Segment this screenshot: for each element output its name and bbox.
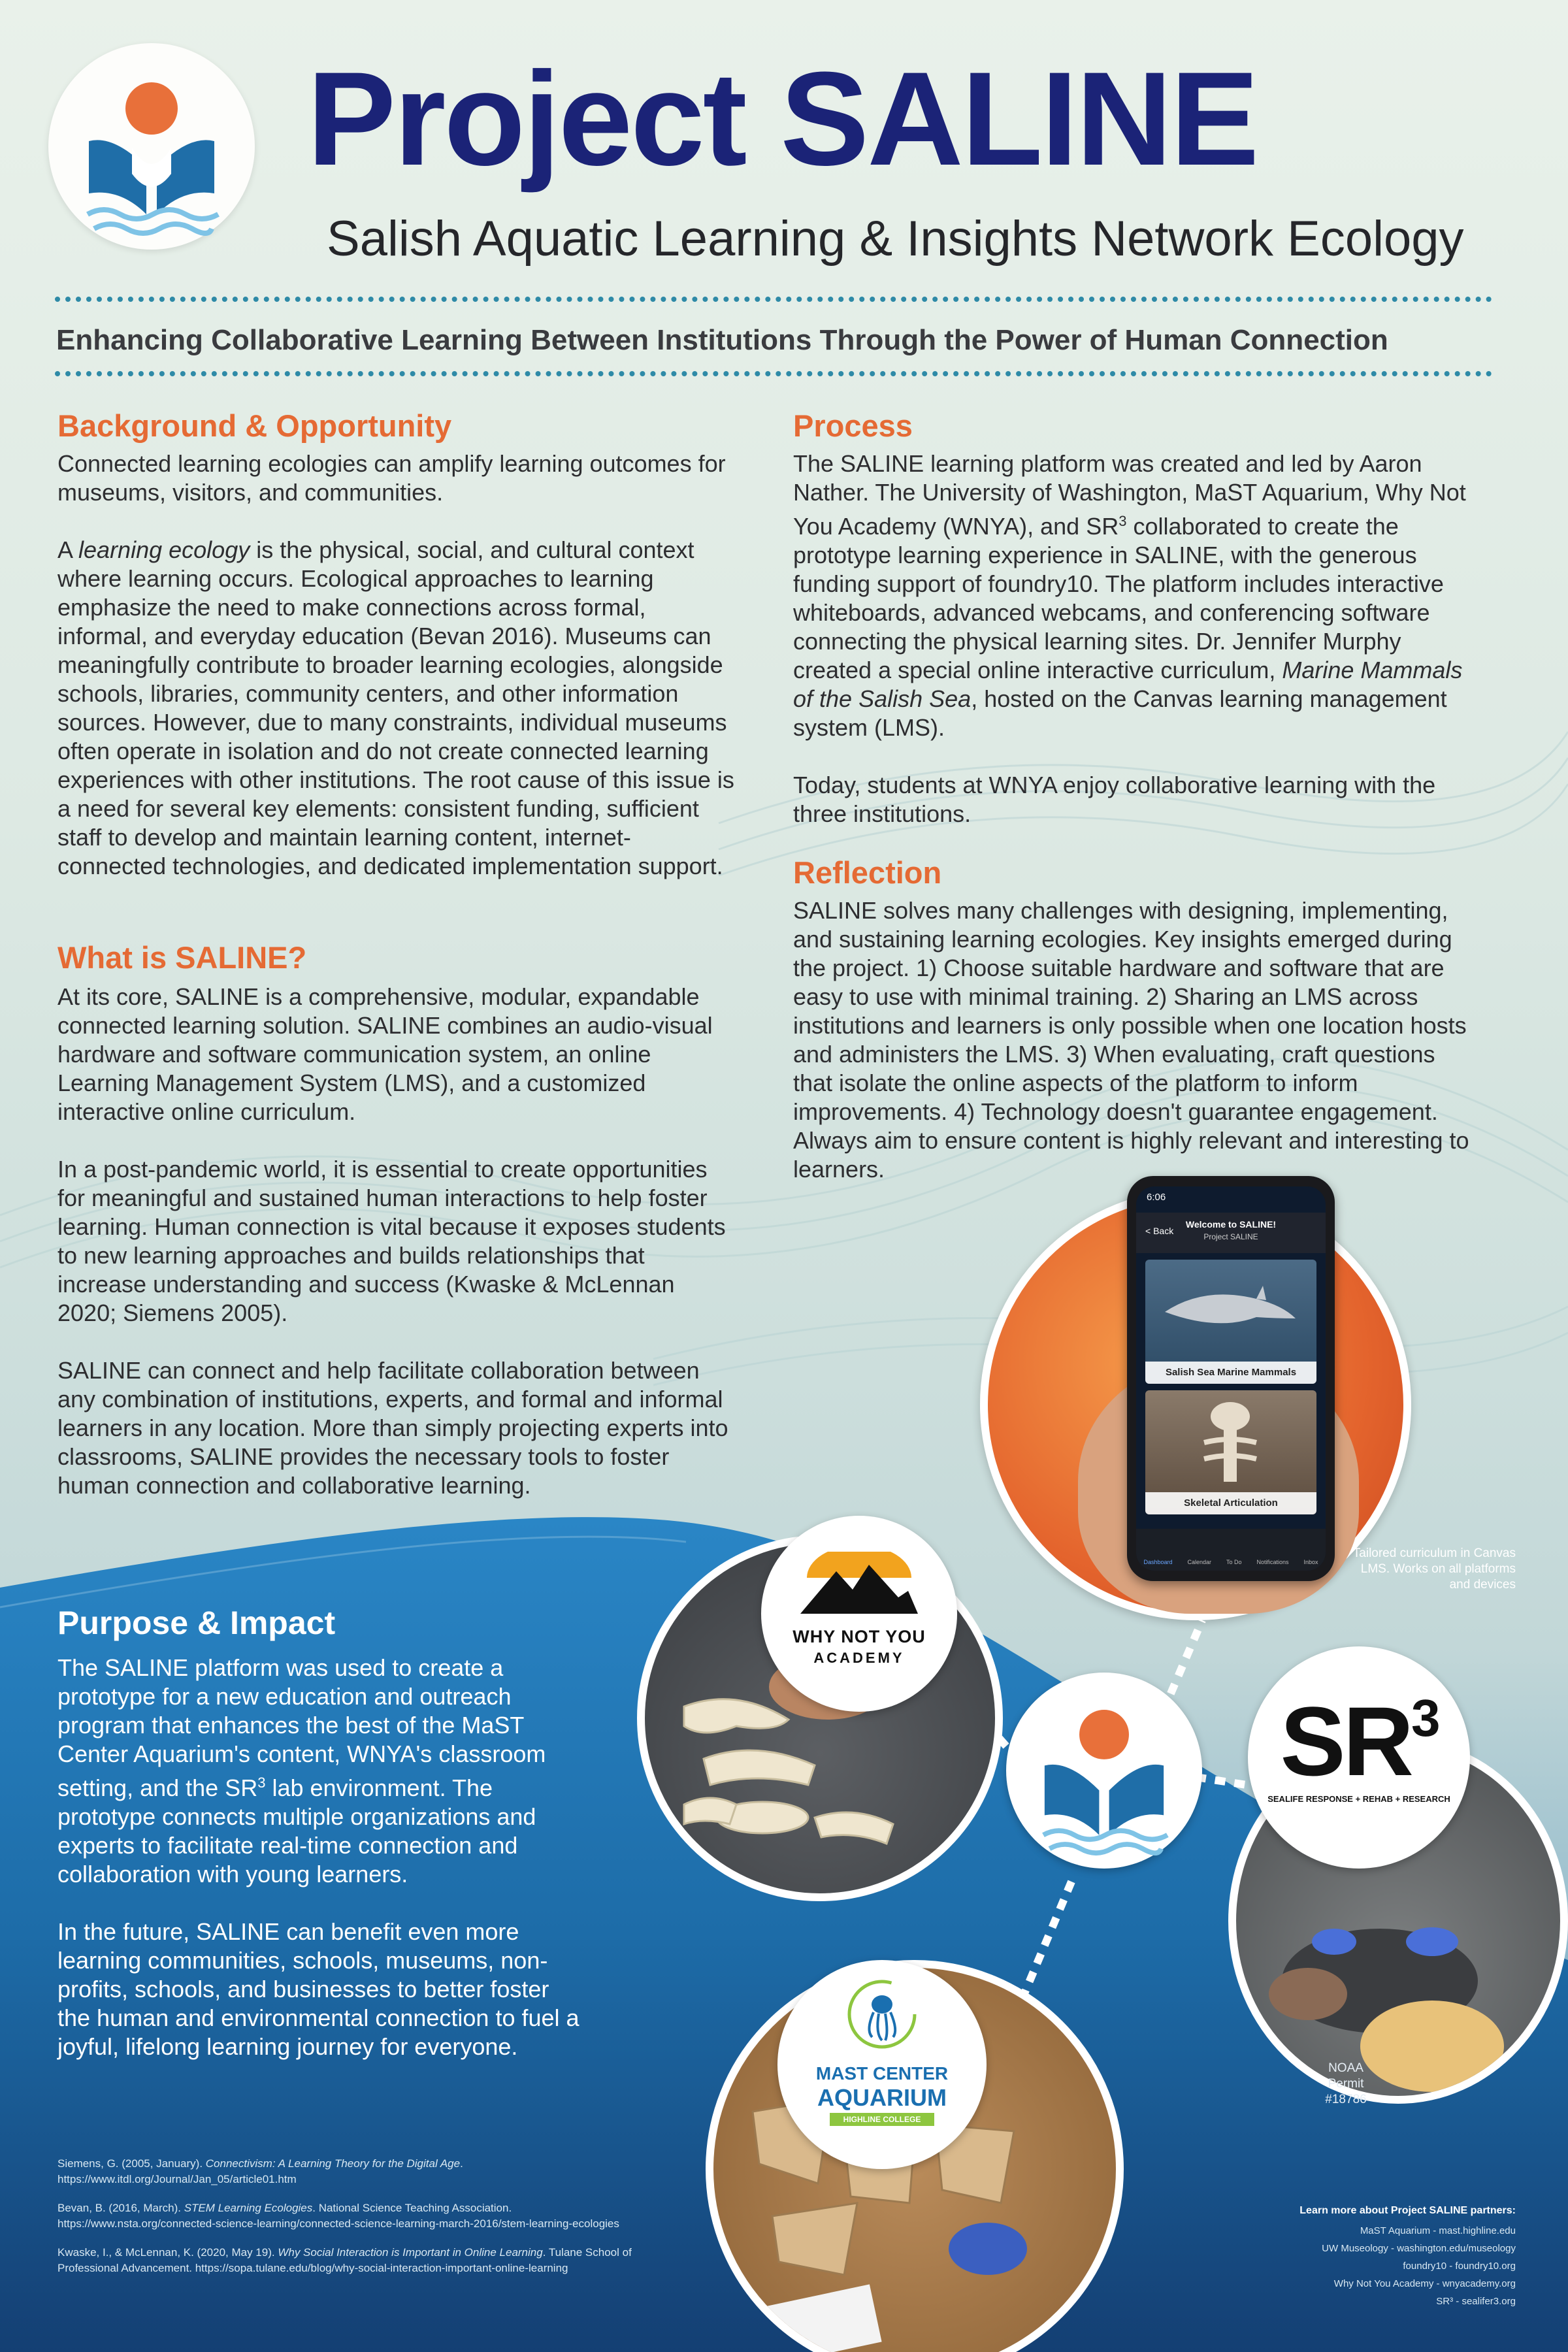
phone-caption: Tailored curriculum in Canvas LMS. Works on all platforms and devices (1352, 1546, 1516, 1592)
reference-item (57, 2156, 672, 2187)
text: . National Science Teaching Association. https://www.nsta.org/connected-science-learning/connected-science-learning-march-2016/stem-learning-ecologies (57, 2202, 619, 2230)
tab-notifications[interactable]: Notifications (1256, 1559, 1289, 1565)
purpose-section (57, 1604, 580, 2061)
screen-subtitle: Project SALINE (1203, 1232, 1258, 1241)
superscript: 3 (1119, 512, 1127, 529)
wnya-logo (761, 1516, 957, 1712)
text: Siemens, G. (2005, January). (57, 2157, 206, 2170)
mast-line3: HIGHLINE COLLEGE (830, 2113, 934, 2126)
mast-line2: AQUARIUM (817, 2084, 947, 2111)
card-label: Salish Sea Marine Mammals (1145, 1362, 1316, 1384)
text: Kwaske, I., & McLennan, K. (2020, May 19). (57, 2246, 278, 2259)
text: The SALINE learning platform was created and led by Aaron Nather. The University of Washington, MaST Aquarium, Why Not You Academy (WNYA), and SR (793, 449, 1466, 540)
sr3-logo (1248, 1646, 1470, 1869)
book-person-icon (1006, 1673, 1202, 1869)
paragraph (57, 1654, 580, 1889)
text: Bevan, B. (2016, March). (57, 2202, 184, 2214)
emphasis: STEM Learning Ecologies (184, 2202, 313, 2214)
sr3-tagline: SEALIFE RESPONSE + REHAB + RESEARCH (1267, 1794, 1450, 1804)
mast-line1: MAST CENTER (815, 2063, 949, 2083)
partner-link[interactable]: UW Museology - washington.edu/museology (1322, 2243, 1516, 2254)
mountain-icon (800, 1552, 918, 1617)
text: The SALINE platform was used to create a prototype for a new education and outreach program that enhances the best of the MaST Center Aquarium's content, WNYA's classroom setting, and the SR (57, 1654, 546, 1801)
screen-title: Welcome to SALINE! (1185, 1219, 1277, 1230)
text: . Tulane School of Professional Advancement. https://sopa.tulane.edu/blog/why-social-interaction-important-online-learning (57, 2246, 632, 2274)
partner-link[interactable]: SR³ - sealifer3.org (1436, 2296, 1516, 2307)
text: A (57, 536, 79, 563)
partner-link[interactable]: Why Not You Academy - wnyacademy.org (1333, 2278, 1516, 2289)
section-heading: Background & Opportunity (57, 408, 452, 443)
text: . https://www.itdl.org/Journal/Jan_05/article01.htm (57, 2157, 463, 2185)
paragraph: SALINE solves many challenges with designing, implementing, and sustaining learning ecologies. Key insights emerged during the project. 1) Choose suitable hardware and software that are easy to use with minimal training. 2) Sharing an LMS across institutions and learners is only possible when one location hosts and administers the LMS. 3) When evaluating, craft questions that isolate the online aspects of the platform to inform improvements. 4) Technology doesn't guarantee engagement. Always aim to ensure content is highly relevant and interesting to learners. (793, 896, 1469, 1183)
text: lab environment. The prototype connects multiple organizations and experts to facilitate real-time connection and collaboration with young learners. (57, 1774, 536, 1887)
wnya-line1: WHY NOT YOU (792, 1627, 926, 1646)
superscript: 3 (257, 1774, 266, 1791)
emphasis: Marine Mammals of the Salish Sea (793, 656, 1463, 712)
partners-list (1228, 2202, 1516, 2310)
text: is the physical, social, and cultural context where learning occurs. Ecological approaches to learning emphasize the need to make connections across formal, informal, and everyday education (Bevan 2016). Museums can meaningfully contribute to broader learning ecologies, alongside schools, libraries, community centers, and other information sources. However, due to many constraints, individual museums often operate in isolation and do not create connected learning experiences with other institutions. The root cause of this issue is a need for several key elements: consistent funding, sufficient staff to develop and maintain learning content, internet-connected technologies, and dedicated implementation support. (57, 536, 734, 879)
paragraph: At its core, SALINE is a comprehensive, modular, expandable connected learning solution. SALINE combines an audio-visual hardware and software communication system, an online Learning Management System (LMS), and a customized interactive online curriculum. (57, 983, 713, 1125)
sr3-mark (1248, 1686, 1470, 1796)
wnya-line2: ACADEMY (813, 1650, 905, 1666)
tab-todo[interactable]: To Do (1226, 1559, 1242, 1565)
emphasis: Why Social Interaction is Important in Online Learning (278, 2246, 543, 2259)
references (57, 2156, 672, 2276)
tab-calendar[interactable]: Calendar (1187, 1559, 1212, 1565)
partner-link[interactable]: MaST Aquarium - mast.highline.edu (1360, 2225, 1516, 2236)
tab-dashboard[interactable]: Dashboard (1143, 1559, 1173, 1565)
section-heading: Purpose & Impact (57, 1605, 336, 1641)
tab-inbox[interactable]: Inbox (1303, 1559, 1318, 1565)
paragraph: SALINE can connect and help facilitate collaboration between any combination of institutions, experts, and formal and informal learners in any location. More than simply projecting experts into classrooms, SALINE provides the necessary tools to foster human connection and collaborative learning. (57, 1356, 728, 1499)
text: , hosted on the Canvas learning management system (LMS). (793, 685, 1447, 741)
tagline: Enhancing Collaborative Learning Between Institutions Through the Power of Human Connection (56, 324, 1388, 356)
sr3-superscript: 3 (1411, 1689, 1438, 1747)
paragraph: In the future, SALINE can benefit even more learning communities, schools, museums, non-profits, schools, and businesses to better foster the human and environmental connection to fuel a joyful, lifelong learning journey for everyone. (57, 1918, 580, 2060)
page-subtitle: Salish Aquatic Learning & Insights Network Ecology (327, 211, 1464, 267)
section-heading: Reflection (793, 855, 942, 890)
partner-link[interactable]: foundry10 - foundry10.org (1403, 2261, 1516, 2272)
phone-time: 6:06 (1147, 1192, 1166, 1203)
page-title: Project SALINE (307, 44, 1258, 193)
paragraph: Today, students at WNYA enjoy collaborative learning with the three institutions. (793, 771, 1436, 827)
mast-logo (777, 1960, 987, 2169)
card-label: Skeletal Articulation (1145, 1492, 1316, 1514)
paragraph: Connected learning ecologies can amplify learning outcomes for museums, visitors, and communities. (57, 449, 726, 506)
section-heading: Process (793, 408, 913, 443)
reference-item (57, 2200, 672, 2232)
saline-center-logo (1006, 1673, 1202, 1869)
emphasis: Connectivism: A Learning Theory for the Digital Age (205, 2157, 461, 2170)
sr3-text: SR (1280, 1686, 1411, 1796)
reference-item (57, 2245, 672, 2276)
section-heading: What is SALINE? (57, 940, 307, 975)
octopus-icon (846, 1978, 918, 2050)
paragraph: In a post-pandemic world, it is essential to create opportunities for meaningful and sustained human interactions to help foster learning. Human connection is vital because it exposes students to new learning approaches and builds relationships that increase understanding and success (Kwaske & McLennan 2020; Siemens 2005). (57, 1155, 726, 1326)
emphasis: learning ecology (78, 536, 250, 563)
partners-heading: Learn more about Project SALINE partners: (1299, 2205, 1516, 2216)
noaa-permit: NOAA Permit #18786 (1325, 2061, 1367, 2106)
text: collaborated to create the prototype learning experience in SALINE, with the generous funding support of foundry10. The platform includes interactive whiteboards, advanced webcams, and conferencing software connecting the physical learning sites. Dr. Jennifer Murphy created a special online interactive curriculum, (793, 512, 1444, 683)
back-button[interactable]: < Back (1145, 1226, 1174, 1236)
